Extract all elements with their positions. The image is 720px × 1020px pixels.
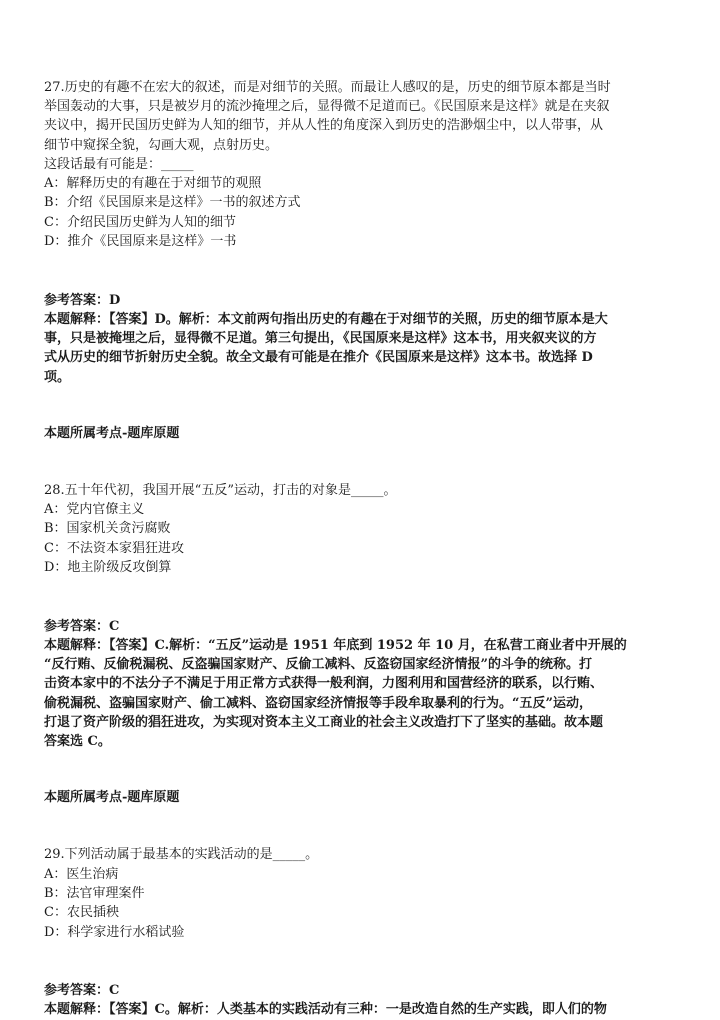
- question-text-line: 27.历史的有趣不在宏大的叙述，而是对细节的关照。而最让人感叹的是，历史的细节原本都是当时: [44, 80, 611, 95]
- option-c: C：农民插秧: [44, 905, 119, 921]
- question-29: [44, 845, 678, 1019]
- option-c: C：不法资本家猖狂进攻: [44, 540, 184, 556]
- question-text-line: 细节中窥探全貌，勾画大观，点射历史。: [44, 137, 279, 153]
- explanation-line: 本题解释：【答案】C。解析：人类基本的实践活动有三种：一是改造自然的生产实践，即人们的物: [44, 1002, 607, 1018]
- explanation-line: 本题解释：【答案】C.解析：“五反”运动是 1951 年底到 1952 年 10 月，在私营工商业者中开展的: [44, 637, 627, 653]
- option-b: B：介绍《民国原来是这样》一书的叙述方式: [44, 195, 301, 211]
- explanation-line: “反行贿、反偷税漏税、反盗骗国家财产、反偷工减料、反盗窃国家经济情报”的斗争的统称。打: [44, 656, 592, 672]
- question-source: 本题所属考点-题库原题: [44, 425, 180, 441]
- option-d: D：科学家进行水稻试验: [44, 924, 185, 940]
- explanation-line: 偷税漏税、盗骗国家财产、偷工减料、盗窃国家经济情报等手段牟取暴利的行为。“五反”运动，: [44, 695, 592, 711]
- explanation-line: 式从历史的细节折射历史全貌。故全文最有可能是在推介《民国原来是这样》这本书。故选择 D: [44, 350, 593, 366]
- document-content: [44, 78, 678, 1020]
- explanation-line: 本题解释：【答案】D。解析：本文前两句指出历史的有趣在于对细节的关照，历史的细节原本是大: [44, 311, 608, 327]
- explanation-line: 项。: [44, 369, 71, 385]
- question-prompt: 28.五十年代初，我国开展“五反”运动，打击的对象是_____。: [44, 482, 397, 498]
- question-source: 本题所属考点-题库原题: [44, 790, 180, 806]
- option-a: A：解释历史的有趣在于对细节的观照: [44, 176, 262, 192]
- question-27: [44, 78, 678, 443]
- explanation-line: 答案选 C。: [44, 734, 111, 750]
- explanation-line: 事，只是被掩埋之后，显得微不足道。第三句提出，《民国原来是这样》这本书，用夹叙夹议的方: [44, 330, 597, 346]
- question-text-line: 夹议中，揭开民国历史鲜为人知的细节，并从人性的角度深入到历史的浩渺烟尘中，以人带事，从: [44, 118, 604, 134]
- option-a: A：医生治病: [44, 866, 119, 882]
- option-d: D：地主阶级反攻倒算: [44, 560, 172, 576]
- option-a: A：党内官僚主义: [44, 502, 145, 518]
- question-prompt: 29.下列活动属于最基本的实践活动的是_____。: [44, 847, 319, 863]
- option-b: B：法官审理案件: [44, 886, 145, 902]
- reference-answer: 参考答案：C: [44, 618, 120, 634]
- question-28: [44, 481, 678, 808]
- option-b: B：国家机关贪污腐败: [44, 521, 171, 537]
- option-d: D：推介《民国原来是这样》一书: [44, 234, 237, 250]
- explanation-line: 击资本家中的不法分子不满足于用正常方式获得一般利润，力图利用和国营经济的联系，以行贿、: [44, 676, 604, 692]
- option-c: C：介绍民国历史鲜为人知的细节: [44, 214, 236, 230]
- question-text-line: 举国轰动的大事，只是被岁月的流沙掩埋之后，显得微不足道而已。《民国原来是这样》就是在夹叙: [44, 99, 610, 115]
- reference-answer: 参考答案：D: [44, 292, 121, 308]
- question-prompt: 这段话最有可能是：_____: [44, 156, 194, 172]
- reference-answer: 参考答案：C: [44, 983, 120, 999]
- explanation-line: 打退了资产阶级的猖狂进攻，为实现对资本主义工商业的社会主义改造打下了坚实的基础。故本题: [44, 714, 604, 730]
